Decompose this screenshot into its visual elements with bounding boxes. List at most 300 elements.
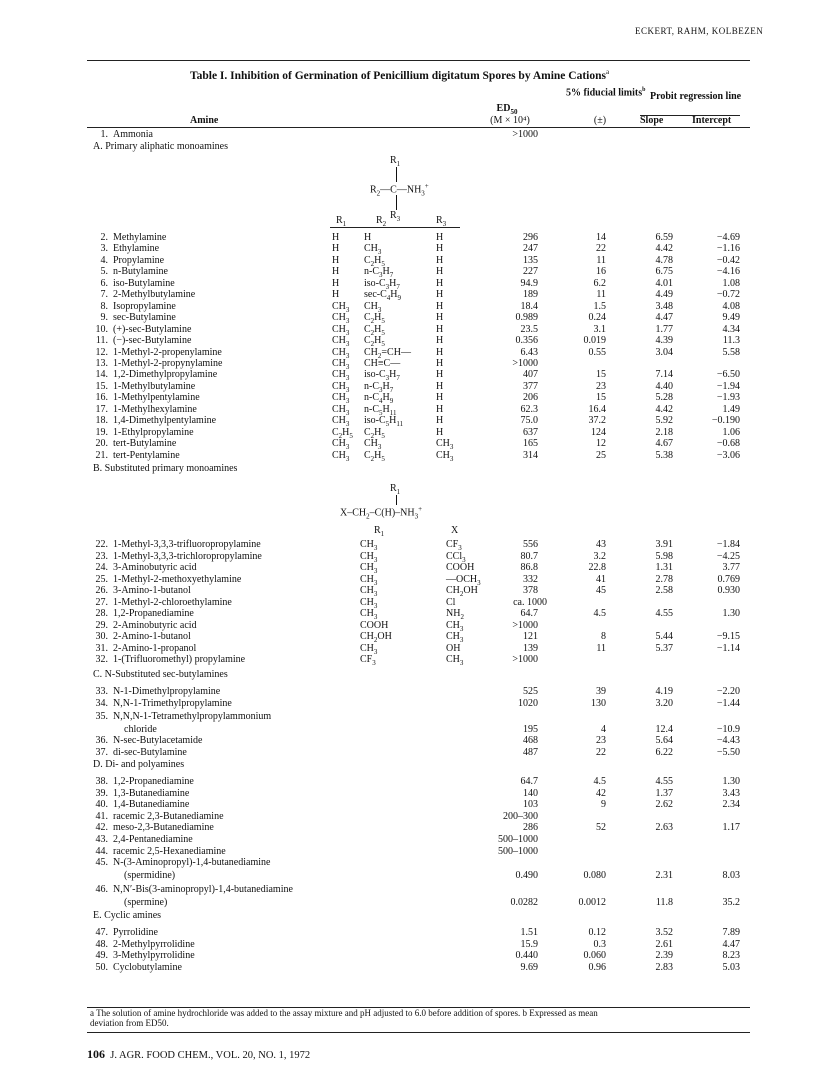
intercept-cell: −4.16 — [716, 266, 740, 278]
slope-cell: 4.01 — [655, 277, 673, 289]
row-number: 10. — [95, 323, 108, 335]
row-number: 46. — [95, 884, 108, 895]
ed50-cell: 296 — [523, 232, 538, 243]
x-cell: $NH_2$ — [446, 608, 464, 621]
r2-cell: $C_2H_5$ — [364, 335, 385, 349]
intercept-cell: −4.25 — [716, 550, 740, 562]
row-number: 17. — [95, 403, 108, 415]
table-row — [0, 358, 813, 369]
r2-cell: H — [364, 232, 372, 243]
table-row — [0, 747, 813, 758]
table-row — [0, 335, 813, 349]
r1-cell: H — [332, 277, 340, 289]
table-row — [0, 927, 813, 938]
row-number: 27. — [95, 596, 108, 608]
row-number: 16. — [95, 392, 108, 404]
table-row — [0, 539, 813, 550]
slope-cell: 4.55 — [655, 608, 673, 619]
slope-cell: 5.38 — [655, 449, 673, 461]
fiducial-cell: 0.12 — [588, 927, 606, 938]
col-header-ed: $ED_{50}$ — [496, 103, 518, 116]
ed50-cell: 64.7 — [520, 608, 538, 619]
intercept-cell: 1.30 — [722, 608, 740, 619]
table-row — [0, 415, 813, 429]
row-number: 18. — [95, 415, 108, 427]
r1-cell: $CH_3$ — [360, 562, 378, 575]
amine-name: 1-Methylpentylamine — [113, 392, 200, 404]
fiducial-cell: 4.5 — [593, 776, 606, 787]
row-number: 29. — [95, 619, 108, 631]
intercept-cell: 7.89 — [722, 927, 740, 938]
ed50-cell: 86.8 — [520, 562, 538, 573]
intercept-cell: 2.34 — [722, 799, 740, 811]
row-number: 6. — [100, 277, 108, 289]
slope-cell: 6.22 — [655, 747, 673, 758]
ed50-cell: 206 — [523, 392, 538, 404]
fiducial-cell: 16 — [596, 266, 606, 278]
ed50-cell: 9.69 — [520, 961, 538, 973]
ed50-cell: >1000 — [512, 619, 538, 631]
r1-cell: $CH_3$ — [332, 323, 350, 337]
amine-name: 1-Methylbutylamine — [113, 380, 196, 392]
slope-cell: 2.78 — [655, 573, 673, 585]
row-number: 39. — [95, 787, 108, 799]
intercept-cell: 8.03 — [722, 870, 740, 881]
intercept-cell: 0.769 — [717, 573, 740, 585]
table-row — [0, 324, 813, 335]
ed50-cell: 64.7 — [520, 776, 538, 787]
r2-cell: $C_2H_5$ — [364, 426, 385, 440]
r2-cell: $n-C_5H_{11}$ — [364, 403, 397, 417]
row-number: 50. — [95, 961, 108, 973]
x-cell: $CH_3$ — [446, 631, 464, 644]
row-number: 21. — [95, 449, 108, 461]
fiducial-cell: 0.96 — [588, 961, 606, 973]
r1-cell: $CH_3$ — [360, 573, 378, 587]
slope-cell: 2.58 — [655, 585, 673, 596]
row-number: 14. — [95, 369, 108, 381]
row-number: 36. — [95, 735, 108, 746]
r3-cell: H — [436, 300, 444, 312]
r1-cell: COOH — [360, 619, 389, 631]
r1-cell: $CH_3$ — [332, 300, 350, 314]
slope-cell: 4.49 — [655, 289, 673, 301]
table-row — [0, 788, 813, 799]
amine-name: racemic 2,5-Hexanediamine — [113, 845, 226, 857]
r2-cell: iso-$C_3H_7$ — [364, 369, 400, 383]
table-row — [0, 369, 813, 383]
section-label: C. N-Substituted sec-butylamines — [93, 669, 228, 680]
r1-cell: $CH_3$ — [360, 539, 378, 552]
fiducial-cell: 0.060 — [583, 950, 606, 961]
ed50-cell: 500–1000 — [498, 845, 538, 857]
r1-cell: $CH_3$ — [332, 369, 350, 383]
intercept-cell: 3.77 — [722, 562, 740, 573]
slope-cell: 2.83 — [655, 961, 673, 973]
intercept-cell: −1.94 — [716, 380, 740, 392]
r3-cell: H — [436, 289, 444, 301]
ed50-cell: 487 — [523, 747, 538, 758]
fiducial-cell: 11 — [596, 642, 606, 654]
table-row — [0, 950, 813, 961]
row-number: 28. — [95, 608, 108, 619]
intercept-cell: 1.17 — [722, 822, 740, 834]
table-row — [0, 381, 813, 392]
slope-cell: 5.64 — [655, 735, 673, 746]
col-header-slope: Slope — [640, 115, 664, 126]
x-cell: CCl$_3$ — [446, 550, 466, 564]
ed50-cell: 0.0282 — [510, 897, 538, 908]
amine-name: 1,2-Propanediamine — [113, 608, 194, 619]
table-row — [0, 711, 813, 722]
r1-cell: $CH_3$ — [360, 608, 378, 621]
row-number: 9. — [100, 312, 108, 324]
slope-cell: 5.28 — [655, 392, 673, 404]
intercept-cell: 11.3 — [722, 335, 740, 347]
row-number: 30. — [95, 631, 108, 642]
r3-cell: H — [436, 415, 444, 427]
slope-cell: 4.19 — [655, 686, 673, 697]
slope-cell: 3.04 — [655, 346, 673, 358]
intercept-cell: 5.03 — [722, 961, 740, 973]
slope-cell: 5.44 — [655, 631, 673, 642]
amine-name: 1-Methyl-2-propenylamine — [113, 346, 222, 358]
amine-name-cont: (spermidine) — [124, 870, 176, 881]
row-number: 15. — [95, 380, 108, 392]
section-label: B. Substituted primary monoamines — [93, 463, 238, 474]
amine-name: 1-Methylhexylamine — [113, 403, 197, 415]
slope-cell: 2.62 — [655, 799, 673, 811]
amine-name: (+)-sec-Butylamine — [113, 323, 192, 335]
fiducial-cell: 4 — [601, 724, 606, 735]
slope-cell: 3.20 — [655, 698, 673, 709]
r2-cell: $C_2H_5$ — [364, 254, 385, 268]
ed50-cell: >1000 — [512, 357, 538, 369]
amine-name: 1,4-Dimethylpentylamine — [113, 415, 217, 427]
table-row — [0, 884, 813, 895]
fiducial-cell: 39 — [596, 686, 606, 697]
r2-cell: $C_2H_5$ — [364, 323, 385, 337]
row-number: 5. — [100, 266, 108, 278]
bottom-rule — [87, 1032, 750, 1033]
row-number: 4. — [100, 254, 108, 266]
amine-name: tert-Butylamine — [113, 438, 177, 450]
ed50-cell: 103 — [523, 799, 538, 811]
table-row — [0, 608, 813, 619]
slope-cell: 4.42 — [655, 403, 673, 415]
fiducial-cell: 42 — [596, 787, 606, 799]
row-number: 38. — [95, 776, 108, 787]
fiducial-cell: 15 — [596, 392, 606, 404]
fiducial-cell: 12 — [596, 438, 606, 450]
table-row — [0, 392, 813, 406]
r2-cell: $\sec-C_4H_9$ — [364, 289, 402, 303]
fiducial-cell: 11 — [596, 289, 606, 301]
fiducial-cell: 22 — [596, 243, 606, 255]
slope-cell: 4.39 — [655, 335, 673, 347]
amine-name: 2-Aminobutyric acid — [113, 619, 197, 631]
amine-name: meso-2,3-Butanediamine — [113, 822, 214, 834]
row-number: 25. — [95, 573, 108, 585]
slope-cell: 3.52 — [655, 927, 673, 938]
r1-cell: H — [332, 243, 340, 255]
table-row — [0, 822, 813, 833]
amine-name: N,N′-Bis(3-aminopropyl)-1,4-butanediamine — [113, 884, 293, 895]
r3-cell: H — [436, 243, 444, 255]
ed50-cell: 6.43 — [520, 346, 538, 358]
r3-cell: H — [436, 323, 444, 335]
table-row — [0, 654, 813, 665]
r3-cell: H — [436, 335, 444, 347]
ed50-cell: 18.4 — [520, 300, 538, 312]
slope-cell: 2.18 — [655, 426, 673, 438]
amine-name: 1,3-Butanediamine — [113, 787, 190, 799]
table-row-cont — [0, 870, 813, 881]
row-number: 48. — [95, 938, 108, 950]
amine-name: Cyclobutylamine — [113, 961, 182, 973]
row-number: 35. — [95, 711, 108, 722]
table-row — [0, 585, 813, 596]
intercept-cell: −1.14 — [716, 642, 740, 654]
ed50-cell: 407 — [523, 369, 538, 381]
row-number: 26. — [95, 585, 108, 596]
col-header-ed-units: (M × 10⁴) — [490, 115, 530, 126]
intercept-cell: −1.44 — [716, 698, 740, 709]
amine-name: N,N-1-Trimethylpropylamine — [113, 698, 232, 709]
table-row — [0, 347, 813, 358]
ed50-cell: 637 — [523, 426, 538, 438]
table-row — [0, 404, 813, 415]
row-number: 20. — [95, 438, 108, 450]
ed50-cell: 468 — [523, 735, 538, 746]
amine-name: Methylamine — [113, 232, 167, 243]
col-header-fid: 5% fiducial limits$^b$ — [566, 87, 646, 99]
x-cell: $CH_2OH$ — [446, 585, 478, 598]
ed50-cell: 0.356 — [515, 335, 538, 347]
fiducial-cell: 23 — [596, 380, 606, 392]
r1-cell: H — [332, 266, 340, 278]
table-row — [0, 857, 813, 868]
x-cell: $CF_3$ — [446, 539, 462, 552]
table-row — [0, 562, 813, 573]
slope-cell: 6.75 — [655, 266, 673, 278]
amine-name: 2-Amino-1-propanol — [113, 642, 197, 654]
slope-cell: 1.31 — [655, 562, 673, 573]
r1-cell: $CH_3$ — [332, 357, 350, 371]
slope-cell: 4.67 — [655, 438, 673, 450]
amine-name: N-1-Dimethylpropylamine — [113, 686, 221, 697]
ed50-cell: 200–300 — [503, 810, 538, 822]
row-number: 7. — [100, 289, 108, 301]
amine-name: 2,4-Pentanediamine — [113, 834, 193, 845]
amine-name-cont: (spermine) — [124, 897, 168, 908]
struct-a-rule — [330, 227, 460, 228]
r2-cell: $CH_3$ — [364, 438, 382, 452]
r1-cell: H — [332, 232, 340, 243]
ed50-cell: 314 — [523, 449, 538, 461]
r1-cell: $CH_3$ — [332, 449, 350, 463]
fiducial-cell: 45 — [596, 585, 606, 596]
intercept-cell: −6.50 — [716, 369, 740, 381]
amine-name: 1-Methyl-3,3,3-trichloropropylamine — [113, 550, 262, 562]
amine-name: 1-Methyl-2-propynylamine — [113, 357, 223, 369]
intercept-cell: −0.72 — [716, 289, 740, 301]
amine-name: 1-Methyl-2-chloroethylamine — [113, 596, 232, 608]
amine-name: 1,4-Butanediamine — [113, 799, 190, 811]
fiducial-cell: 130 — [591, 698, 606, 709]
amine-name: 1,2-Dimethylpropylamine — [113, 369, 218, 381]
fiducial-cell: 15 — [596, 369, 606, 381]
ed50-cell: 1.51 — [520, 927, 538, 938]
intercept-cell: −2.20 — [716, 686, 740, 697]
intercept-cell: 1.08 — [722, 277, 740, 289]
amine-name: 2-Methylpyrrolidine — [113, 938, 195, 950]
intercept-cell: −3.06 — [716, 449, 740, 461]
intercept-cell: 3.43 — [722, 787, 740, 799]
intercept-cell: −0.42 — [716, 254, 740, 266]
r1-cell: $CH_3$ — [332, 392, 350, 406]
r3-cell: H — [436, 266, 444, 278]
r3-cell: $CH_3$ — [436, 449, 454, 463]
r1-cell: $CH_3$ — [332, 335, 350, 349]
r1-cell: $CH_3$ — [332, 346, 350, 360]
r1-cell: $CH_3$ — [360, 550, 378, 564]
r2-cell: $n-C_3H_7$ — [364, 380, 394, 394]
r1-cell: $CH_3$ — [360, 596, 378, 610]
fiducial-cell: 124 — [591, 426, 606, 438]
r1-cell: $CH_3$ — [360, 642, 378, 656]
section-label: D. Di- and polyamines — [93, 759, 185, 770]
slope-cell: 2.61 — [655, 938, 673, 950]
section-heading — [0, 141, 813, 152]
row-number: 1. — [100, 129, 108, 140]
ed50-cell: 525 — [523, 686, 538, 697]
amine-name: racemic 2,3-Butanediamine — [113, 810, 224, 822]
x-cell: $—OCH_3$ — [446, 573, 481, 587]
intercept-cell: −4.43 — [716, 735, 740, 746]
intercept-cell: −1.93 — [716, 392, 740, 404]
ed50-cell: 121 — [523, 631, 538, 642]
header-rule — [87, 127, 750, 128]
row-number: 43. — [95, 834, 108, 845]
fiducial-cell: 41 — [596, 573, 606, 585]
r1-cell: $CH_3$ — [332, 312, 350, 326]
slope-cell: 5.98 — [655, 550, 673, 562]
slope-cell: 2.39 — [655, 950, 673, 961]
ed50-cell: 1020 — [518, 698, 538, 709]
table-row — [0, 620, 813, 631]
fiducial-cell: 6.2 — [593, 277, 606, 289]
ed50-cell: 195 — [523, 724, 538, 735]
table-row — [0, 129, 813, 140]
r3-cell: H — [436, 357, 444, 369]
row-number: 47. — [95, 927, 108, 938]
table-row — [0, 735, 813, 746]
r1-cell: $CH_3$ — [332, 403, 350, 417]
ed50-cell: 0.490 — [515, 870, 538, 881]
amine-name: 2-Methylbutylamine — [113, 289, 196, 301]
row-number: 37. — [95, 747, 108, 758]
probit-underline — [640, 115, 740, 116]
r3-cell: H — [436, 346, 444, 358]
ed50-cell: >1000 — [512, 129, 538, 140]
amine-name-cont: chloride — [124, 724, 157, 735]
row-number: 32. — [95, 654, 108, 665]
intercept-cell: −5.50 — [716, 747, 740, 758]
table-row — [0, 574, 813, 585]
section-label: E. Cyclic amines — [93, 910, 162, 921]
running-head: ECKERT, RAHM, KOLBEZEN — [635, 26, 764, 36]
slope-cell: 7.14 — [655, 369, 673, 381]
ed50-cell: 75.0 — [520, 415, 538, 427]
slope-cell: 4.55 — [655, 776, 673, 787]
ed50-cell: 500–1000 — [498, 834, 538, 845]
ed50-cell: 23.5 — [520, 323, 538, 335]
slope-cell: 5.37 — [655, 642, 673, 654]
fiducial-cell: 0.24 — [588, 312, 606, 324]
amine-name: 3-Amino-1-butanol — [113, 585, 191, 596]
fiducial-cell: 9 — [601, 799, 606, 811]
ed50-cell: 139 — [523, 642, 538, 654]
amine-name: n-Butylamine — [113, 266, 168, 278]
fiducial-cell: 22 — [596, 747, 606, 758]
row-number: 3. — [100, 243, 108, 255]
table-row — [0, 834, 813, 845]
slope-cell: 3.91 — [655, 539, 673, 550]
table-row — [0, 799, 813, 810]
slope-cell: 2.63 — [655, 822, 673, 834]
slope-cell: 4.78 — [655, 254, 673, 266]
fiducial-cell: 8 — [601, 631, 606, 642]
table-row — [0, 289, 813, 303]
ed50-cell: 332 — [523, 573, 538, 585]
r1-cell: $CH_3$ — [332, 438, 350, 452]
r3-cell: H — [436, 312, 444, 324]
amine-name: Propylamine — [113, 254, 165, 266]
row-number: 24. — [95, 562, 108, 573]
x-cell: $CH_3$ — [446, 654, 464, 667]
fiducial-cell: 3.2 — [593, 550, 606, 562]
table-row — [0, 776, 813, 787]
x-cell: $CH_3$ — [446, 619, 464, 633]
ed50-cell: 378 — [523, 585, 538, 596]
r3-cell: H — [436, 369, 444, 381]
intercept-cell: −0.68 — [716, 438, 740, 450]
amine-name: tert-Pentylamine — [113, 449, 180, 461]
table-row — [0, 450, 813, 461]
section-label: A. Primary aliphatic monoamines — [93, 141, 228, 152]
row-number: 23. — [95, 550, 108, 562]
r3-cell: H — [436, 392, 444, 404]
r2-cell: $CH_3$ — [364, 243, 382, 257]
r2-cell: $n-C_3H_7$ — [364, 266, 394, 280]
amine-name: N,N,N-1-Tetramethylpropylammonium — [113, 711, 272, 722]
row-number: 34. — [95, 698, 108, 709]
ed50-cell: 227 — [523, 266, 538, 278]
ed50-cell: 556 — [523, 539, 538, 550]
table-row — [0, 939, 813, 950]
slope-cell: 6.59 — [655, 232, 673, 243]
r3-cell: H — [436, 254, 444, 266]
intercept-cell: 5.58 — [722, 346, 740, 358]
slope-cell: 12.4 — [655, 724, 673, 735]
footnote: a The solution of amine hydrochloride was added to the assay mixture and pH adjusted to 6.0 before addition of spores. b Expressed as mean — [90, 1008, 598, 1018]
r1-cell: $CH_3$ — [332, 380, 350, 394]
table-title: Table I. Inhibition of Germination of Penicillium digitatum Spores by Amine Cations$^a$ — [190, 68, 610, 82]
fiducial-cell: 52 — [596, 822, 606, 834]
top-rule — [87, 60, 750, 61]
intercept-cell: 4.47 — [722, 938, 740, 950]
